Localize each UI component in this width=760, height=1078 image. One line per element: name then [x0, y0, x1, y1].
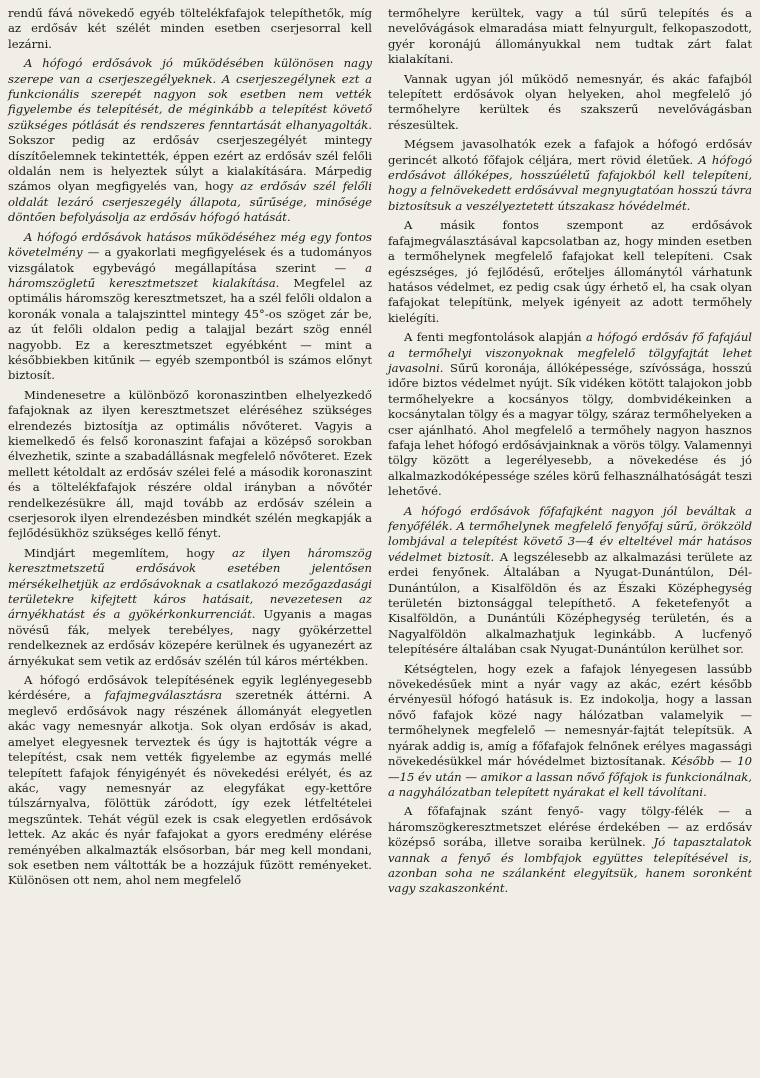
paragraph: [8, 230, 372, 384]
italic-text-run: Később — 10—15 év után — amikor a lassan nővő főfajok is funkcionálnak, a nagyhálózatban telepített nyárakat el kell távolítani.: [388, 754, 752, 799]
paragraph: [388, 662, 752, 801]
text-run: Sokszor pedig az erdősáv cserjeszegélyét mintegy díszítőelemnek tekintették, éppen ezért az erdősáv szél felőli oldalán nem is helyeztek súlyt a kialakítására. Márpedig számos olyan megfigyelés van, hogy: [8, 133, 372, 194]
text-run: Mégsem javasolhatók ezek a fafajok a hófogó erdősáv gerincét alkotó főfajok céljára, mert rövid életűek.: [388, 137, 752, 167]
text-run: Sűrű koronája, állóképessége, szívóssága, hosszú időre biztos védelmet nyújt. Sík vidéken kötött talajokon jobb termőhelyekre a kocsányos tölgy, dombvidékeinken a kocsánytalan tölgy és a magyar tölgy, száraz termőhelyeken a cser ajánlható. Ahol megfelelő a termőhely nagyon hasznos fafaja lehet hófogó erdősávjainknak a vörös tölgy. Valamennyi tölgy között a legerélyesebb, a növekedése és jó alkalmazkodóképessége széles körű felhasználhatóságát teszi lehetővé.: [388, 360, 752, 499]
paragraph: [388, 6, 752, 68]
paragraph: [8, 546, 372, 669]
text-run: A legszélesebb az alkalmazási területe az erdei fenyőnek. Általában a Nyugat-Dunántúlon, Dél-Dunántúlon, a Kisalföldön és az Északi Középhegység területén biztonsággal telepíthető. A feketefenyőt a Kisalföldön, a Dunántúli Középhegység területén, és a Nagyalföldön alkalmazhatjuk leginkább. A lucfenyő telepítésére általában csak Nyugat-Dunántúlon kerülhet sor.: [388, 549, 752, 657]
paragraph: [388, 504, 752, 658]
italic-text-run: Jó tapasztalatok vannak a fenyő és lombfajok együttes telepítésével is, azonban soha ne szálanként elegyítsük, hanem soronként vagy szakaszonként.: [388, 835, 752, 896]
paragraph: [8, 56, 372, 225]
text-run: Ugyanis a magas növésű fák, melyek terebélyes, nagy gyökérzettel rendelkeznek az erdősáv közepére kerülnek és ugyanezért az árnyékukat sem vetik az erdősáv szélén túl káros mértékben.: [8, 607, 372, 668]
paragraph: [388, 72, 752, 134]
paragraph: [8, 6, 372, 52]
paragraph: [388, 137, 752, 214]
text-run: szeretnék áttérni. A meglevő erdősávok nagy részének állományát elegyetlen akác vagy nemesnyár alkotja. Sok olyan erdősáv is akad, amelyet elegyesnek terveztek és úgy is hajtották végre a telepítést, csak nem vették figyelembe az egymás mellé telepített fafajok fényigényét és növekedési erélyét, és az akác, vagy nemesnyár az elegyfákat egy-kettőre túlszárnyalva, fölöttük záródott, így ezek létfeltételei megszűntek. Tehát végül ezek is csak elegyetlen erdősávok lettek. Az akác és nyár fafajokat a gyors eredmény elérése reményében alkalmazták elsősorban, bár meg kell mondani, sok esetben nem váltották be a hozzájuk fűzött reményeket. Különösen ott nem, ahol nem megfelelő: [8, 688, 372, 888]
italic-text-run: A hófogó erdősávok jó működésében különösen nagy szerepe van a cserjeszegélyeknek. A cserjeszegélynek ezt a funkcionális szerepét nagyon sok esetben nem vették figyelembe és telepítését, de méginkább a telepítést követő szükséges pótlását és rendszeres fenntartását elhanyagolták.: [8, 56, 372, 132]
paragraph: [8, 673, 372, 889]
paragraph: [388, 804, 752, 896]
text-run: — a gyakorlati megfigyelések és a tudományos vizsgálatok egybevágó megállapítása szerint —: [8, 245, 372, 275]
italic-text-run: A hófogó erdősávok főfafajként nagyon jól beváltak a fenyőfélék. A termőhelynek megfelelő fenyőfaj sűrű, örökzöld lombjával a telepítést követő 3—4 év elteltével már hatásos védelmet biztosít.: [388, 503, 752, 564]
italic-text-run: fafajmegválasztásra: [104, 688, 223, 703]
text-run: rendű fává növekedő egyéb töltelékfafajok telepíthetők, míg az erdősáv két szélét minden esetben cserjesorral kell lezárni.: [8, 6, 372, 51]
text-run: A fenti megfontolások alapján: [404, 330, 586, 345]
text-run: Mindjárt megemlítem, hogy: [24, 545, 232, 560]
text-run: Vannak ugyan jól működő nemesnyár, és akác fafajból telepített erdősávok olyan helyeken, ahol megfelelő jó termőhelyre kerültek és szakszerű nevelővágásban részesültek.: [388, 71, 752, 132]
text-run: A másik fontos szempont az erdősávok fafajmegválasztásával kapcsolatban az, hogy minden esetben a termőhelynek megfelelő fafajokat kell telepíteni. Csak egészséges, jó fejlődésű, erőteljes állománytól várhatunk hatásos védelmet, ez pedig csak úgy érhető el, ha csak olyan fafajokat telepítünk, melyek igényeit az adott termőhely kielégíti.: [388, 218, 752, 325]
italic-text-run: a háromszögletű keresztmetszet kialakítása.: [8, 260, 372, 290]
text-run: A hófogó erdősávok telepítésének egyik leglényegesebb kérdésére, a: [8, 673, 372, 703]
italic-text-run: A hófogó erdősávok hatásos működéséhez még egy fontos követelmény: [8, 229, 372, 260]
paragraph: [8, 388, 372, 542]
paragraph: [388, 330, 752, 499]
italic-text-run: az erdősáv szél felőli oldalát lezáró cserjeszegély állapota, sűrűsége, minősége döntően befolyásolja az erdősáv hófogó hatását.: [8, 179, 372, 225]
text-run: termőhelyre kerültek, vagy a túl sűrű telepítés és a nevelővágások elmaradása miatt felnyurgult, felkopaszodott, gyér koronájú állományukkal nem tudtak zárt falat kialakítani.: [388, 6, 752, 67]
italic-text-run: A hófogó erdősávot állóképes, hosszúéletű fafajokból kell telepíteni, hogy a felnövekedett erdősávval megnyugtatóan hosszú távra biztosítsuk a veszélyeztetett útszakasz hóvédelmét.: [388, 152, 752, 213]
text-run: A főfafajnak szánt fenyő- vagy tölgy-félék — a háromszögkeresztmetszet elérése érdekében — az erdősáv középső sorába, illetve soraiba kerülnek.: [388, 804, 752, 850]
right-column: [388, 6, 752, 1078]
text-run: Kétségtelen, hogy ezek a fafajok lényegesen lassúbb növekedésűek mint a nyár vagy az akác, ezért később érvényesül hófogó hatásuk is. Ez indokolja, hogy a lassan nővő fafajok közé nagy hálózatban valamelyik — termőhelynek megfelelő — nemesnyár-fajtát telepítsük. A nyárak addig is, amíg a főfafajok felnőnek erélyes magassági növekedésükkel már hóvédelmet biztosítanak.: [388, 661, 752, 769]
paragraph: [388, 218, 752, 326]
left-column: [8, 6, 372, 1078]
italic-text-run: a hófogó erdősáv fő fafajául a termőhelyi viszonyoknak megfelelő tölgyfajtát lehet javasolni.: [388, 330, 752, 375]
text-run: Mindenesetre a különböző koronaszintben elhelyezkedő fafajoknak az ilyen keresztmetszet eléréséhez szükséges elrendezés biztosítja az optimális nővőteret. Vagyis a kiemelkedő és felső koronaszint fafajai a középső sorokban élvezhetik, szinte a szabadállásnak megfelelő nővőteret. Ezek mellett kétoldalt az erdősáv szélei felé a második koronaszint és a töltelékfafajok részére oldal irányban a nővőtér rendelkezésükre áll, majd tovább az erdősáv szélein a cserjesorok ilyen elrendezésben mindkét szélén megkapják a fejlődésükhöz szükséges kellő fényt.: [8, 387, 372, 541]
italic-text-run: az ilyen háromszög keresztmetszetű erdősávok esetében jelentősen mérsékelhetjük az erdősávoknak a csatlakozó mezőgazdasági területekre kifejtett káros hatásait, nevezetesen az árnyékhatást és a gyökérkonkurrenciát.: [8, 545, 372, 622]
text-run: Megfelel az optimális háromszög keresztmetszet, ha a szél felőli oldalon a koronák vonala a talajszinttel mintegy 45°-os szöget zár be, az út felőli oldalon pedig a talajjal bezárt szög ennél nagyobb. Ez a keresztmetszet egyébként — mint a későbbiekben kitűnik — egyéb szempontból is számos előnyt biztosít.: [8, 275, 372, 383]
